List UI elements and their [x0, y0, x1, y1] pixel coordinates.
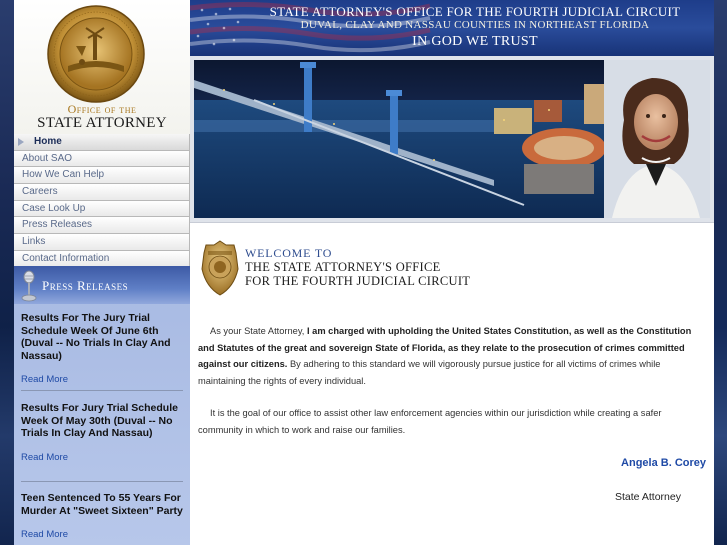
nav-item-press-releases[interactable]	[14, 217, 190, 234]
sidebar	[14, 0, 190, 545]
press-releases-title: Press Releases	[42, 278, 129, 293]
press-release-item	[21, 312, 183, 385]
header-banner	[190, 0, 714, 56]
background-left	[0, 0, 14, 545]
press-releases-panel	[14, 266, 190, 545]
read-more-link[interactable]: Read More	[21, 529, 68, 540]
divider	[21, 481, 183, 482]
background-right	[714, 0, 727, 545]
banner-title: STATE ATTORNEY'S OFFICE FOR THE FOURTH JUDICIAL CIRCUIT	[269, 4, 681, 19]
para-text: As your State Attorney,	[210, 326, 307, 336]
nav-label: Careers	[22, 186, 58, 198]
banner-subtitle: DUVAL, CLAY AND NASSAU COUNTIES IN NORTHEAST FLORIDA	[300, 19, 650, 31]
main-nav	[14, 134, 190, 268]
press-release-headline[interactable]: Results For Jury Trial Schedule Week Of May 30th (Duval -- No Trials In Clay And Nassau)	[21, 402, 178, 439]
banner-motto: IN GOD WE TRUST	[412, 34, 538, 49]
welcome-heading: THE STATE ATTORNEY'S OFFICE	[245, 260, 441, 274]
nav-label: Home	[34, 136, 62, 147]
logo[interactable]	[14, 0, 190, 134]
para-emphasis: I am charged with upholding the United States Constitution, as well as the Constitution and Statutes of the great and sovereign State of Florida, as they relate to the prosecution of crimes committed against our citizens.	[198, 326, 692, 370]
office-title-top: Office of the	[67, 102, 137, 116]
nav-label: Contact Information	[22, 252, 110, 264]
read-more-link[interactable]: Read More	[21, 451, 68, 463]
signature-title: State Attorney	[615, 491, 681, 503]
nav-label: Press Releases	[22, 219, 93, 231]
nav-item-home[interactable]	[14, 134, 190, 151]
florida-seal-icon	[46, 4, 146, 104]
office-title-main: STATE ATTORNEY	[37, 115, 167, 131]
para-text: By adhering to this standard we will vigorously pursue justice for all victims of crimes while maintaining the rights of every individual.	[198, 359, 661, 387]
nav-item-how-we-can-help[interactable]	[14, 167, 190, 184]
microphone-icon	[20, 270, 38, 302]
nav-item-case-look-up[interactable]	[14, 201, 190, 218]
press-releases-header	[14, 266, 190, 304]
badge-icon	[200, 239, 240, 299]
nav-label: About SAO	[22, 152, 73, 164]
press-release-headline[interactable]: Results For The Jury Trial Schedule Week Of June 6th (Duval -- No Trials In Clay And Nassau)	[21, 312, 171, 362]
nav-label: Links	[22, 236, 46, 248]
press-release-item	[21, 402, 183, 463]
main-content	[190, 222, 714, 545]
divider	[21, 390, 183, 391]
read-more-link[interactable]: Read More	[21, 374, 68, 385]
hero-photo	[194, 60, 710, 218]
nav-label: Case Look Up	[22, 202, 86, 214]
press-release-headline[interactable]: Teen Sentenced To 55 Years For Murder At "Sweet Sixteen" Party	[21, 492, 183, 517]
signature-name: Angela B. Corey	[621, 457, 706, 469]
hero-photo-frame	[190, 56, 714, 222]
press-release-item	[21, 492, 183, 540]
welcome-paragraph-2: It is the goal of our office to assist other law enforcement agencies within our jurisdiction while creating a safer community in which to work and raise our families.	[198, 408, 662, 435]
nav-item-contact-information[interactable]	[14, 251, 190, 268]
nav-item-about-sao[interactable]	[14, 151, 190, 168]
nav-label: How We Can Help	[22, 169, 105, 181]
arrow-icon	[18, 138, 24, 146]
welcome-kicker: WELCOME TO	[245, 246, 333, 260]
nav-item-links[interactable]	[14, 234, 190, 251]
nav-item-careers[interactable]	[14, 184, 190, 201]
welcome-subheading: FOR THE FOURTH JUDICIAL CIRCUIT	[245, 274, 471, 288]
welcome-paragraph-1	[198, 323, 706, 390]
